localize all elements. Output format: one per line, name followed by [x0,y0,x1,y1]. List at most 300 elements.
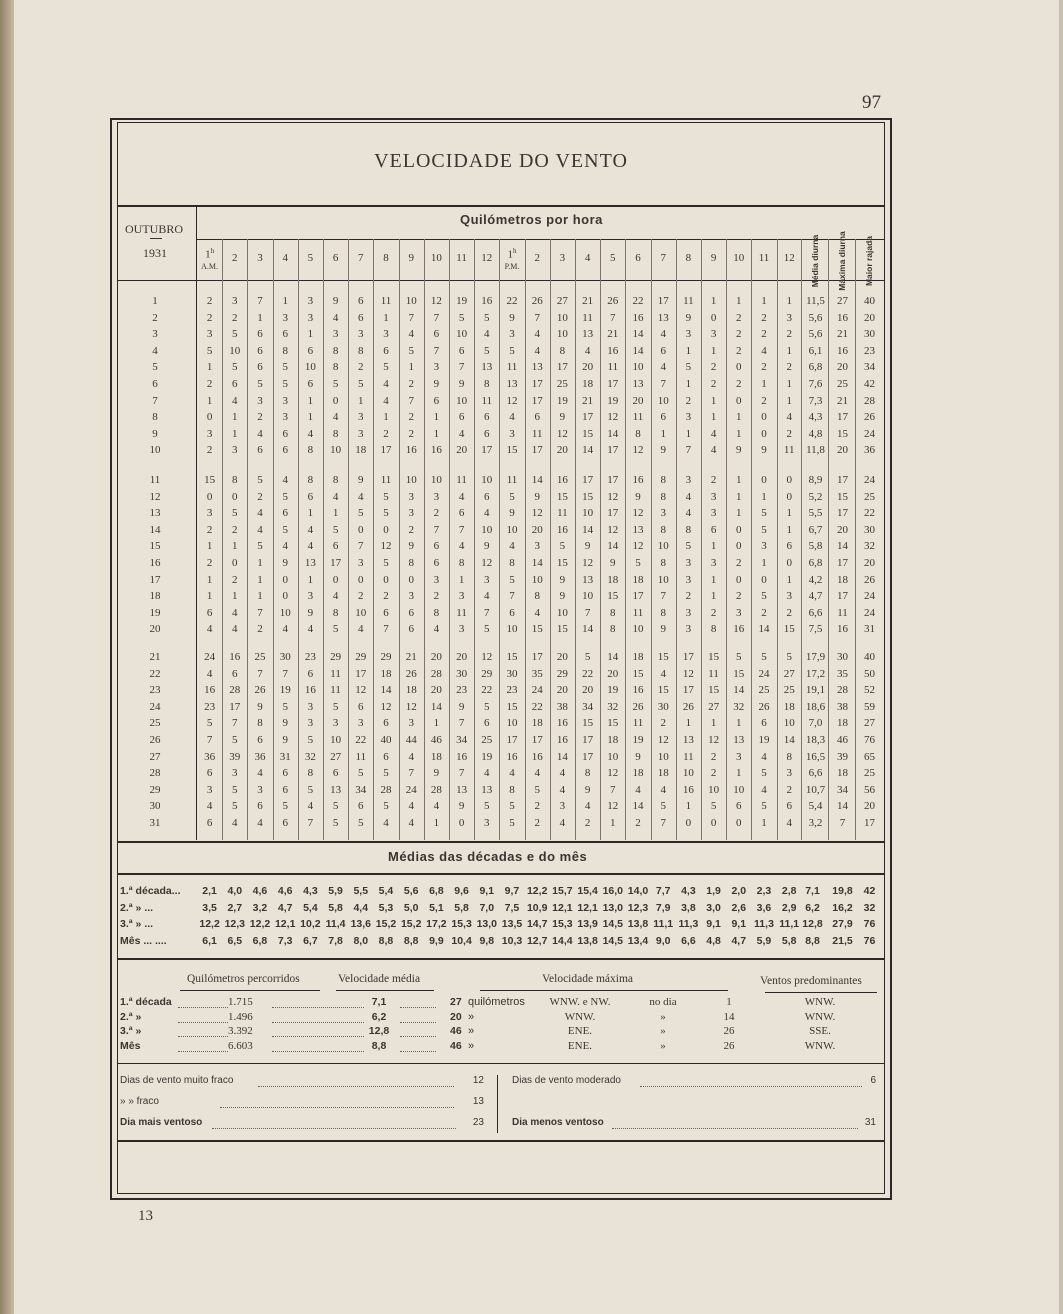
cell: 11 [582,311,593,324]
cell: 34 [864,361,875,374]
cell: 5 [660,800,666,813]
cell: 1 [408,361,414,374]
cell: 1 [736,411,742,424]
cell: 36 [864,444,875,457]
day-label: 8 [152,411,158,424]
cell: 2 [408,427,414,440]
cell: 5 [358,507,364,520]
cell: 4 [584,344,591,357]
cell: 6 [484,411,490,424]
cell: 13 [304,557,316,569]
cell: 9 [408,540,414,553]
means-cell: 5,4 [303,901,318,914]
cell: 6 [458,344,465,357]
cell: 5 [484,623,490,636]
cell: 5 [761,507,767,520]
cell: 14 [380,684,392,697]
cell: 11 [330,684,341,697]
hour-header-23: 11 [758,252,770,264]
cell: 4 [761,783,767,796]
cell: 3 [660,507,666,520]
cell: 27 [837,295,848,307]
extra-header-label: Maior rajada [863,235,874,287]
cell: 9 [584,783,591,796]
cell: 11 [607,361,619,374]
cell: 9 [433,378,440,390]
cell: 20 [430,651,442,663]
cell: 14 [430,700,442,713]
table-row [0,361,1063,377]
cell: 11 [708,667,719,680]
cell: 24 [864,427,875,440]
cell: 4 [332,590,339,603]
cell: 38 [837,700,848,713]
cell: 10 [632,361,644,374]
vmax-direction: ENE. [567,1039,593,1052]
vmax-value: 27 [450,996,462,1008]
means-cell: 13,8 [627,918,649,930]
cell: 4 [307,427,314,440]
cell: 17 [531,651,543,663]
cell: 17 [607,474,619,486]
cell: 0 [358,523,364,536]
cell: 40 [864,651,875,663]
means-cell: 5,3 [378,901,394,914]
cell: 32 [607,700,619,713]
cell: 3 [710,490,717,503]
table-row [0,557,1063,573]
cell: 8 [332,427,339,440]
cell: 4 [307,523,314,536]
cell: 3 [206,427,213,440]
cell: 4 [559,767,566,780]
leader-dots [272,1007,364,1008]
cell: 5 [332,523,339,536]
cell: 8 [307,444,314,457]
cell: 14 [837,540,848,553]
cell: 10 [279,606,291,619]
cell: 3 [282,394,288,407]
cell: 8 [257,717,263,730]
cell: 28 [430,783,442,796]
km-value: 6.603 [228,1039,253,1052]
cell: 3 [433,573,440,586]
cell: 4 [282,623,288,636]
cell: 20 [556,651,568,663]
day-label: 1 [152,295,158,307]
cell: 23 [864,344,875,357]
means-cell: 5,6 [403,885,419,897]
cell: 15 [657,651,669,663]
cell: 23 [304,651,316,663]
hour-header-4: 4 [282,252,288,264]
cell: 9 [484,540,490,553]
cell: 14 [607,427,619,440]
means-cell: 7,7 [655,885,671,897]
cell: 39 [229,750,241,763]
cell: 6 [282,444,288,457]
table-row [0,574,1063,590]
cell: 34 [355,783,367,796]
cell: 5 [282,361,288,374]
cell: 3 [509,328,515,341]
cell: 17 [837,411,848,424]
cell: 5,6 [808,311,823,324]
cell: 1 [383,311,389,324]
means-cell: 6,8 [429,885,444,897]
cell: 29 [330,651,342,663]
cell: 17 [682,684,694,697]
cell: 30 [456,667,468,680]
cell: 9 [433,767,440,780]
extra-header-label: Máxima diurna [836,231,847,291]
cell: 21 [582,295,594,307]
cell: 5 [282,700,288,713]
cell: 4 [307,540,314,553]
cell: 4 [635,783,641,796]
cell: 5 [282,523,288,536]
cell: 15 [733,667,745,680]
cell: 10 [456,328,468,341]
means-cell: 14,0 [627,885,649,897]
means-cell: 4,3 [303,885,318,897]
day-label: 11 [149,474,161,486]
cell: 4 [257,523,263,536]
cell: 1 [761,817,767,829]
hour-header-7: 7 [358,252,364,264]
cell: 12 [607,490,619,503]
means-cell: 1,9 [706,885,721,897]
table-row [0,751,1063,767]
means-cell: 4,6 [277,885,293,897]
cell: 5 [786,651,792,663]
cell: 4 [458,540,465,553]
cell: 2 [710,361,717,374]
table-row [0,507,1063,523]
vmax-day-label: » [660,1010,666,1023]
cell: 3 [358,717,364,730]
means-cell: 9,7 [504,885,520,897]
cell: 8 [358,344,364,357]
cell: 18,3 [805,734,826,746]
cell: 1 [710,344,717,357]
means-cell: 2,3 [756,885,772,897]
cell: 13 [506,378,518,390]
vmed-value: 12,8 [368,1025,390,1037]
month-label: OUTUBRO [125,222,184,236]
cell: 7 [660,817,666,829]
cell: 6 [307,378,314,390]
means-cell: 9,8 [479,934,495,947]
cell: 20 [430,684,442,697]
cell: 5 [685,540,692,553]
cell: 2 [660,717,666,730]
cell: 9 [635,750,641,763]
cell: 6,1 [808,344,823,357]
cell: 0 [206,411,213,424]
cell: 5 [509,573,515,586]
cell: 1 [232,411,238,424]
cell: 22 [864,507,875,520]
cell: 1 [786,523,792,536]
cell: 18 [783,700,795,713]
means-caption: Médias das décadas e do mês [388,849,588,864]
cell: 24 [864,606,875,619]
day-label: 26 [149,734,161,746]
footer-number: 13 [138,1208,153,1224]
means-cell: 76 [863,934,876,947]
cell: 27 [556,295,568,307]
cell: 7 [660,590,666,603]
cell: 17 [229,700,241,713]
day-label: 23 [149,684,161,697]
cell: 11 [380,295,392,307]
cell: 4 [232,394,238,407]
cell: 1 [358,394,364,407]
cell: 12 [481,651,493,663]
cell: 9 [761,444,767,457]
cell: 7 [534,311,540,324]
cell: 11 [632,411,644,424]
cell: 15 [531,623,543,636]
means-row [0,885,1063,899]
cell: 5 [736,651,742,663]
cell: 2 [761,311,767,324]
cell: 5 [458,311,465,324]
cell: 29 [556,667,568,680]
cell: 2 [534,800,540,813]
cell: 7 [257,606,263,619]
cell: 2 [433,590,440,603]
cell: 3 [232,444,238,457]
cell: 18 [607,734,619,746]
cell: 32 [864,540,875,553]
cell: 3 [433,361,440,374]
cell: 1 [786,295,792,307]
cell: 11,8 [806,444,825,457]
cell: 2 [358,361,364,374]
table-row [0,411,1063,427]
cell: 1 [610,817,616,829]
day-label: 17 [149,573,161,586]
cell: 2 [408,523,414,536]
cell: 46 [837,734,848,746]
cell: 6 [257,344,263,357]
cell: 3 [786,311,792,324]
table-row [0,817,1063,833]
cell: 8 [710,623,717,636]
cell: 10 [733,783,745,796]
km-header: Quilómetros percorridos [187,973,300,985]
means-cell: 15,2 [375,918,397,930]
means-cell: 16,0 [602,885,623,897]
cell: 11 [456,606,467,619]
cell: 9 [534,490,540,503]
cell: 5 [232,800,238,813]
means-cell: 11,3 [754,918,774,930]
table-row [0,701,1063,717]
cell: 20 [837,361,848,374]
cell: 10 [456,394,468,407]
cell: 0 [786,474,792,486]
cell: 1 [761,490,767,503]
cell: 11 [557,507,568,520]
cell: 2 [761,606,767,619]
vmed-brace [336,990,434,991]
cell: 7 [584,606,591,619]
cell: 10 [783,717,795,730]
cell: 8 [786,750,792,763]
cell: 34 [456,734,468,746]
cell: 5 [584,651,591,663]
cell: 6 [383,344,389,357]
cell: 3 [736,750,742,763]
cell: 18 [582,378,594,390]
pred-brace [765,992,877,993]
hour-header-17: 5 [610,252,616,264]
cell: 6 [282,427,288,440]
km-value: 1.715 [228,996,253,1008]
vmax-day-label: no dia [649,996,677,1008]
summary-row-label: Mês [120,1039,141,1052]
cell: 8 [332,361,339,374]
cell: 1 [710,295,717,307]
means-top-rule [117,841,885,843]
cell: 23 [456,684,468,697]
cell: 2 [358,590,364,603]
cell: 13 [682,734,694,746]
cell: 0 [761,573,767,586]
cell: 19 [607,684,619,697]
cell: 27 [708,700,720,713]
cell: 1 [307,411,314,424]
cell: 5 [232,783,238,796]
cell: 1 [257,557,263,569]
vmed-value: 7,1 [371,996,387,1008]
cell: 6 [232,667,238,680]
cell: 26 [254,684,266,697]
cell: 11 [330,667,341,680]
hour-header-19: 7 [660,252,666,264]
cell: 16 [204,684,216,697]
means-cell: 16,2 [832,901,853,914]
cell: 4 [534,606,540,619]
cell: 2 [761,394,767,407]
cell: 6 [206,606,213,619]
cell: 10 [657,750,669,763]
cell: 9 [559,411,566,424]
cell: 3 [232,767,238,780]
vmax-value: 46 [450,1039,462,1052]
cell: 7 [433,523,440,536]
cell: 6 [458,411,465,424]
cell: 4 [710,427,717,440]
vmax-day-label: » [660,1025,666,1037]
cell: 2 [534,817,540,829]
means-cell: 6,1 [202,934,217,947]
cell: 23 [506,684,518,697]
cell: 12 [506,394,518,407]
cell: 5,2 [808,490,823,503]
cell: 0 [282,573,288,586]
cell: 27 [864,717,875,730]
cell: 16 [304,684,316,697]
means-cell: 10,4 [451,934,472,947]
means-cell: 9,1 [479,885,495,897]
cell: 15 [582,427,594,440]
cell: 2 [408,378,414,390]
cell: 5 [232,507,238,520]
table-row [0,717,1063,733]
cell: 1 [307,573,314,586]
cell: 11 [380,474,392,486]
cell: 27 [783,667,795,680]
cell: 10 [657,540,669,553]
cell: 4,3 [808,411,823,424]
cell: 9 [332,295,339,307]
km-value: 3.392 [228,1025,253,1037]
cell: 2 [786,427,792,440]
cell: 17,9 [805,651,826,663]
cell: 15 [657,684,669,697]
means-row [0,918,1063,932]
cell: 15 [582,490,594,503]
cell: 12 [380,540,392,553]
day-label: 27 [149,750,161,763]
cell: 1 [761,378,767,390]
cell: 8 [584,767,591,780]
hours-rule [196,239,885,240]
means-cell: 15,2 [400,918,422,930]
cell: 6 [433,540,440,553]
table-row [0,590,1063,606]
table-row [0,345,1063,361]
cell: 13 [632,378,644,390]
cell: 0 [332,573,339,586]
cell: 13 [657,311,669,324]
cell: 8 [635,427,641,440]
cell: 7 [458,767,465,780]
cell: 3 [685,573,692,586]
vmed-value: 8,8 [371,1039,387,1052]
means-cell: 2,8 [781,885,797,897]
cell: 50 [864,667,875,680]
cell: 22 [355,734,367,746]
cell: 14 [758,623,770,636]
cell: 3 [257,394,263,407]
cell: 15 [837,490,848,503]
cell: 32 [304,750,316,763]
cell: 17 [837,507,848,520]
means-cell: 7,3 [277,934,293,947]
means-cell: 13,0 [476,918,497,930]
cell: 6 [358,800,364,813]
cell: 1 [685,344,692,357]
cell: 3 [282,411,288,424]
cell: 4 [433,800,440,813]
cell: 1 [736,717,742,730]
cell: 16 [682,783,694,796]
cell: 14 [582,523,594,536]
cell: 14 [582,623,594,636]
cell: 15 [708,651,720,663]
cell: 18 [355,444,367,457]
cell: 31 [864,623,875,636]
cell: 24 [405,783,417,796]
cell: 12 [657,734,669,746]
means-cell: 12,1 [274,918,296,930]
cell: 10 [556,606,568,619]
